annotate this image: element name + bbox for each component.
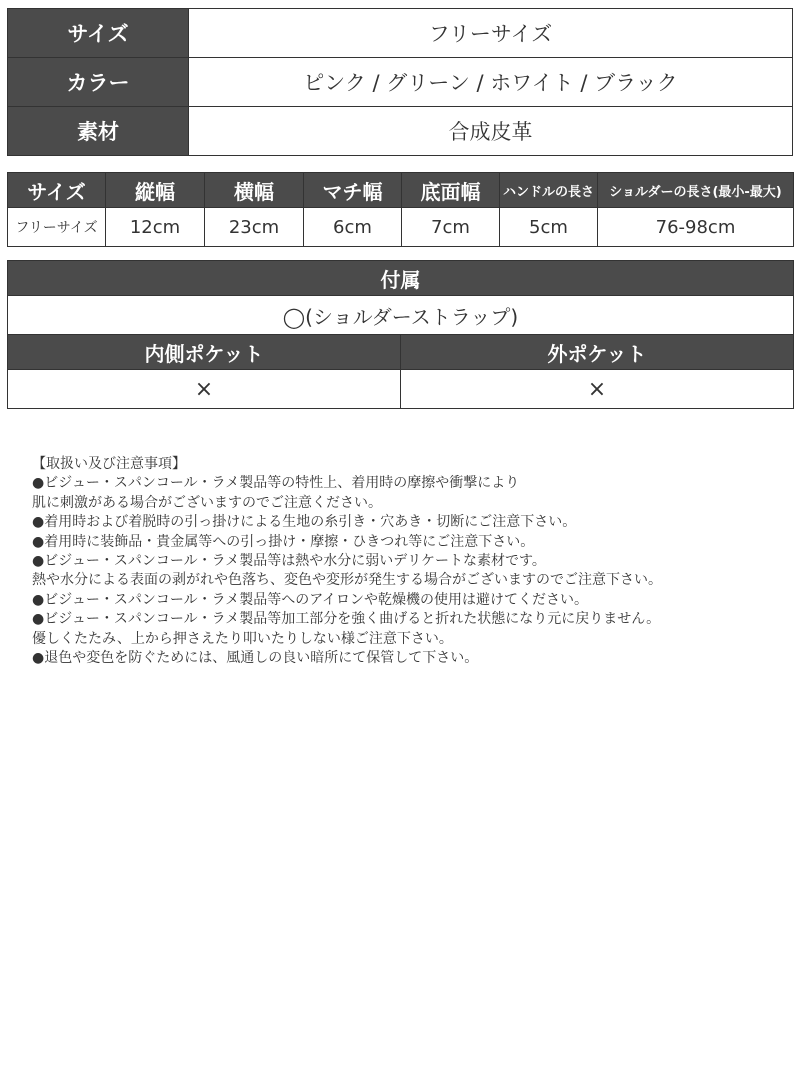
- size-value-row: [8, 208, 794, 247]
- size-header: サイズ: [8, 173, 106, 208]
- pocket-value-row: [8, 370, 794, 409]
- care-note-line: 優しくたたみ、上から押さえたり叩いたりしない様ご注意下さい。: [32, 630, 453, 647]
- pocket-value-outer: ×: [401, 370, 794, 409]
- size-value: 6cm: [304, 208, 402, 247]
- size-header: 底面幅: [402, 173, 500, 208]
- care-note-line: ●ビジュー・スパンコール・ラメ製品等加工部分を強く曲げると折れた状態になり元に戻りません。: [32, 611, 661, 628]
- size-header: マチ幅: [304, 173, 402, 208]
- size-header: ハンドルの長さ: [500, 173, 598, 208]
- care-note-line: ●退色や変色を防ぐためには、風通しの良い暗所にて保管して下さい。: [32, 650, 479, 667]
- spec-label: カラー: [8, 58, 189, 107]
- accessories-table: [7, 260, 794, 409]
- accessories-value-row: [8, 296, 794, 335]
- accessories-header: 付属: [8, 261, 794, 296]
- pocket-header-row: [8, 335, 794, 370]
- size-header-row: [8, 173, 794, 208]
- size-value: 7cm: [402, 208, 500, 247]
- accessories-value: ◯(ショルダーストラップ): [8, 296, 794, 335]
- spec-value: フリーサイズ: [189, 9, 793, 58]
- care-note-line: ●ビジュー・スパンコール・ラメ製品等は熱や水分に弱いデリケートな素材です。: [32, 553, 546, 570]
- care-note-line: ●ビジュー・スパンコール・ラメ製品等へのアイロンや乾燥機の使用は避けてください。: [32, 591, 588, 608]
- spec-label: サイズ: [8, 9, 189, 58]
- care-note-line: ●着用時に装飾品・貴金属等への引っ掛け・摩擦・ひきつれ等にご注意下さい。: [32, 533, 535, 550]
- care-note-line: 熱や水分による表面の剥がれや色落ち、変色や変形が発生する場合がございますのでご注意下さい。: [32, 572, 662, 589]
- pocket-value-inner: ×: [8, 370, 401, 409]
- spec-label: 素材: [8, 107, 189, 156]
- care-notes-title: 【取扱い及び注意事項】: [32, 456, 186, 472]
- size-value: 76-98cm: [598, 208, 794, 247]
- size-header: 横幅: [205, 173, 304, 208]
- size-value: フリーサイズ: [8, 208, 106, 247]
- accessories-header-row: [8, 261, 794, 296]
- care-notes: [32, 455, 772, 668]
- size-value: 12cm: [106, 208, 205, 247]
- pocket-header-inner: 内側ポケット: [8, 335, 401, 370]
- size-header: 縦幅: [106, 173, 205, 208]
- spec-table: [7, 8, 793, 156]
- size-table: [7, 172, 794, 247]
- size-header: ショルダーの長さ(最小-最大): [598, 173, 794, 208]
- care-note-line: ●着用時および着脱時の引っ掛けによる生地の糸引き・穴あき・切断にご注意下さい。: [32, 514, 577, 531]
- care-note-line: ●ビジュー・スパンコール・ラメ製品等の特性上、着用時の摩擦や衝撃により: [32, 475, 520, 492]
- spec-row-size: [8, 9, 793, 58]
- spec-row-material: [8, 107, 793, 156]
- spec-value: 合成皮革: [189, 107, 793, 156]
- pocket-header-outer: 外ポケット: [401, 335, 794, 370]
- spec-row-color: [8, 58, 793, 107]
- size-value: 23cm: [205, 208, 304, 247]
- size-value: 5cm: [500, 208, 598, 247]
- care-note-line: 肌に刺激がある場合がございますのでご注意ください。: [32, 494, 382, 511]
- spec-value: ピンク / グリーン / ホワイト / ブラック: [189, 58, 793, 107]
